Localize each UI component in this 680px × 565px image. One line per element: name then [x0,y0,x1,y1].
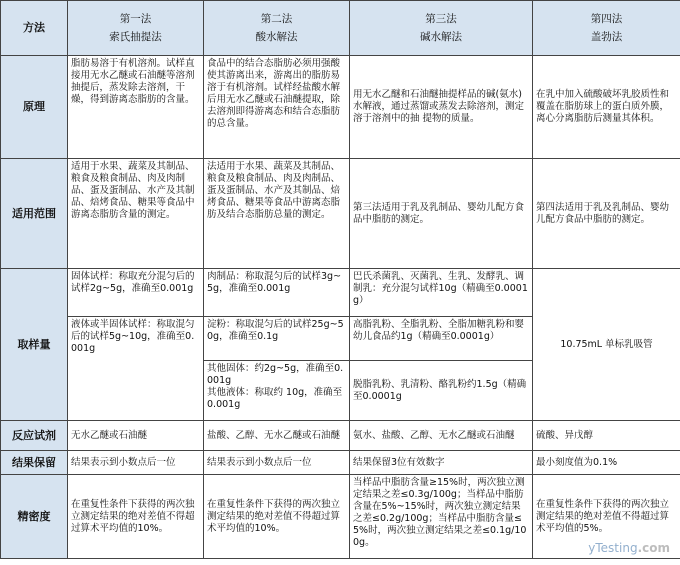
precision-label: 精密度 [1,475,68,559]
method-1-header [68,1,204,56]
sample-m1b: 液体或半固体试样：称取混匀后的试样5g~10g，准确至0.001g [68,317,204,421]
precision-m2: 在重复性条件下获得的两次独立测定结果的绝对差值不得超过算术平均值的10%。 [204,475,350,559]
sample-m3a: 巴氏杀菌乳、灭菌乳、生乳、发酵乳、调制乳：充分混匀试样10g（精确至0.0001g） [350,269,533,317]
method-4-name: 盖勃法 [590,31,623,43]
method-3-header [350,1,533,56]
sample-m4: 10.75mL 单标乳吸管 [533,269,680,421]
sample-m1a: 固体试样：称取充分混匀后的试样2g~5g，准确至0.001g [68,269,204,317]
scope-row [1,159,680,269]
reagent-m1: 无水乙醚或石油醚 [68,421,204,451]
header-row [1,1,680,56]
scope-m3: 第三法适用于乳及乳制品、婴幼儿配方食品中脂肪的测定。 [350,159,533,269]
scope-m2: 法适用于水果、蔬菜及其制品、粮食及粮食制品、肉及肉制品、蛋及蛋制品、水产及其制品、焙烤食品、糖果等食品中游离态脂肪及结合态脂肪总量的测定。 [204,159,350,269]
reagent-m4: 硫酸、异戊醇 [533,421,680,451]
sample-row-1 [1,269,680,317]
scope-label: 适用范围 [1,159,68,269]
retention-m1: 结果表示到小数点后一位 [68,451,204,475]
reagent-m3: 氨水、盐酸、乙醇、无水乙醚或石油醚 [350,421,533,451]
principle-m4: 在乳中加入硫酸破坏乳胶质性和覆盖在脂肪球上的蛋白质外膜，离心分离脂肪后测量其体积。 [533,56,680,159]
method-1-name: 索氏抽提法 [109,31,162,43]
principle-m1: 脂肪易溶于有机溶剂。试样直接用无水乙醚或石油醚等溶剂抽提后，蒸发除去溶剂，干燥，得到游离态脂肪的含量。 [68,56,204,159]
method-4-num: 第四法 [590,13,623,25]
method-1-num: 第一法 [119,13,152,25]
retention-row [1,451,680,475]
retention-m4: 最小刻度值为0.1% [533,451,680,475]
method-2-num: 第二法 [260,13,293,25]
scope-m1: 适用于水果、蔬菜及其制品、粮食及粮食制品、肉及肉制品、蛋及蛋制品、水产及其制品、焙烤食品、糖果等食品中游离态脂肪含量的测定。 [68,159,204,269]
sample-m3c: 脱脂乳粉、乳清粉、酪乳粉约1.5g（精确至0.0001g [350,361,533,421]
precision-row [1,475,680,559]
principle-row [1,56,680,159]
retention-label: 结果保留 [1,451,68,475]
corner-label: 方法 [1,1,68,56]
method-3-num: 第三法 [425,13,457,25]
watermark [588,541,670,555]
precision-m3: 当样品中脂肪含量≥15%时，两次独立测定结果之差≤0.3g/100g；当样品中脂肪含量在5%~15%时，两次独立测定结果之差≤0.2g/100g；当样品中脂肪含量≤5%时，两次独立测定结果之差≤0.1g/100g。 [350,475,533,559]
watermark-suffix: .com [637,541,670,555]
method-3-name: 碱水解法 [420,31,462,43]
sample-m2c: 其他固体：约2g~5g，准确至0.001g 其他液体：称取约 10g，准确至 0.001g [204,361,350,421]
principle-label: 原理 [1,56,68,159]
sample-m3b: 高脂乳粉、全脂乳粉、全脂加糖乳粉和婴幼儿食品约1g（精确至0.0001g） [350,317,533,361]
reagent-row [1,421,680,451]
method-4-header [533,1,680,56]
method-2-header [204,1,350,56]
sample-m2a: 肉制品：称取混匀后的试样3g~5g，准确至0.001g [204,269,350,317]
sample-label: 取样量 [1,269,68,421]
precision-m1: 在重复性条件下获得的两次独立测定结果的绝对差值不得超过算术平均值的10%。 [68,475,204,559]
retention-m3: 结果保留3位有效数字 [350,451,533,475]
principle-m3: 用无水乙醚和石油醚抽提样品的碱(氨水)水解液，通过蒸馏或蒸发去除溶剂，测定溶于溶剂中的抽 提物的质量。 [350,56,533,159]
retention-m2: 结果表示到小数点后一位 [204,451,350,475]
watermark-brand: yTesting [588,541,638,555]
precision-m4: 在重复性条件下获得的两次独立测定结果的绝对差值不得超过算术平均值的5%。 [533,475,680,559]
method-2-name: 酸水解法 [255,31,298,43]
reagent-label: 反应试剂 [1,421,68,451]
sample-m2b: 淀粉：称取混匀后的试样25g~50g，准确至0.1g [204,317,350,361]
scope-m4: 第四法适用于乳及乳制品、婴幼儿配方食品中脂肪的测定。 [533,159,680,269]
principle-m2: 食品中的结合态脂肪必须用强酸使其游离出来，游离出的脂肪易溶于有机溶剂。试样经盐酸水解后用无水乙醚或石油醚提取，除去溶剂即得游离态和结合态脂肪的总含量。 [204,56,350,159]
reagent-m2: 盐酸、乙醇、无水乙醚或石油醚 [204,421,350,451]
